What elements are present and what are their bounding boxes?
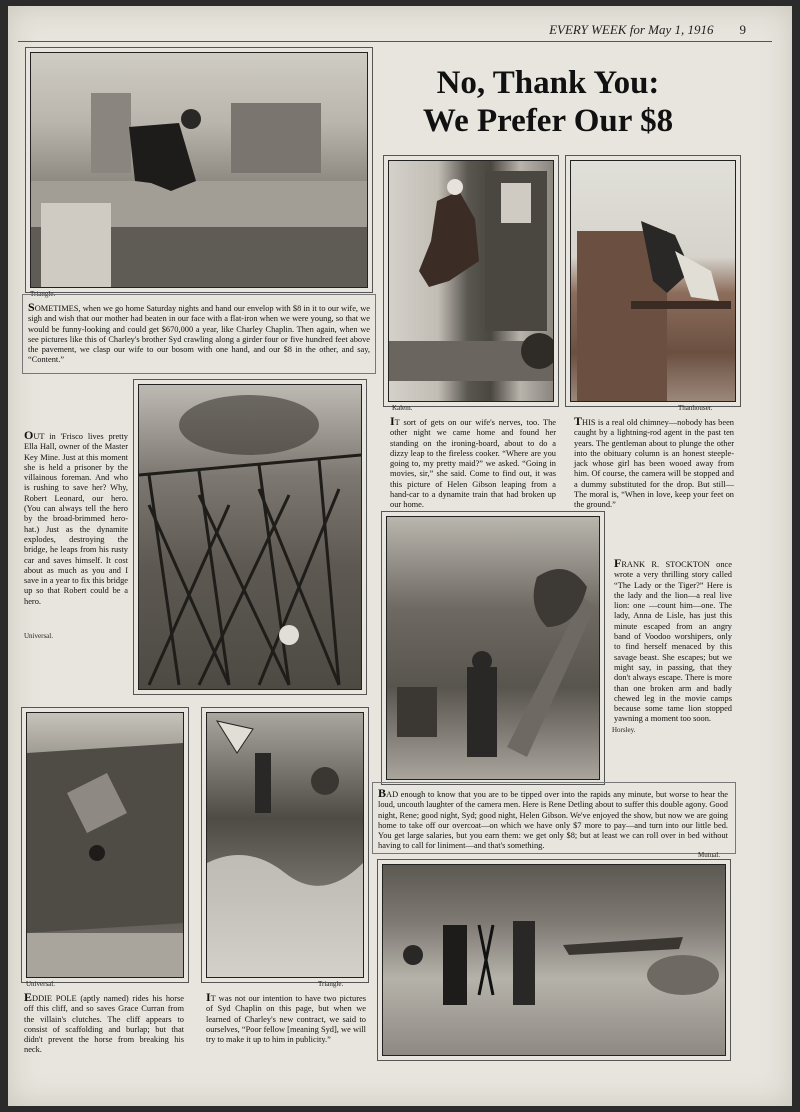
chimney-scene-illustration (571, 161, 735, 401)
caption-rapids (378, 788, 728, 852)
photo-girder (30, 52, 368, 288)
title-line-2: We Prefer Our $8 (422, 103, 674, 139)
caption-body: DDIE POLE (aptly named) rides his horse off this cliff, and so saves Grace Curran from the villain's clutches. The cliff appears to consist of scaffolding and burlap; but that didn't prevent the horse from breaking his neck. (24, 994, 184, 1055)
credit-top-left: Triangle. (30, 290, 56, 298)
magazine-page (8, 6, 792, 1106)
photo-rapids-canoe (382, 864, 726, 1056)
credit-universal-mid: Universal. (24, 632, 53, 640)
caption-intention (206, 992, 366, 1045)
title-line-1: No, Thank You: (436, 65, 660, 101)
caption-body: T was not our intention to have two pictures of Syd Chaplin on this page, but when we learned of Charley's new contract, we said to ourselves, “Poor fellow [meaning Syd], we will try to make it up to him in publicity.” (206, 994, 366, 1045)
dropcap: F (614, 556, 622, 570)
cliff-scene-illustration (27, 713, 183, 977)
photo-bridge-explosion (138, 384, 362, 690)
dropcap: T (574, 414, 583, 428)
train-scene-illustration (389, 161, 553, 401)
dropcap: I (206, 990, 211, 1004)
credit-triangle-bottom: Triangle. (318, 980, 344, 988)
caption-eddie (24, 992, 184, 1056)
dropcap: S (28, 300, 35, 314)
caption-body: UT in 'Frisco lives pretty Ella Hall, owner of the Master Key Mine. Just at this moment she is held a prisoner by the villainous foreman. And who is rushing to save her? Why, Robert Leonard, our hero. (You can always tell the hero by the broad-brimmed hero-hat.) Just as the dynamite explodes, destroying the bridge, he leaps from his rusty car and saves himself. It cost about as much as you and I save in a year to fix this bridge up so that Robert could be a hero. (24, 432, 128, 606)
girder-scene-illustration (31, 53, 367, 287)
credit-universal-bottom: Universal. (26, 980, 55, 988)
dropcap: B (378, 786, 387, 800)
rapids-scene-illustration (383, 865, 725, 1055)
photo-lion (386, 516, 600, 780)
dropcap: O (24, 428, 34, 442)
photo-horse-cliff (26, 712, 184, 978)
credit-horsley: Horsley. (612, 726, 636, 734)
photo-syd-water (206, 712, 364, 978)
credit-thanhouser: Thanhouser. (678, 404, 713, 412)
photo-train-leap (388, 160, 554, 402)
photo-chimney (570, 160, 736, 402)
caption-body: T sort of gets on our wife's nerves, too. The other night we came home and found her standing on the ironing-board, about to do a dizzy leap to the fireless cooker. “Where are you going to, my pretty maid?” we asked. “Going in movies, sir,” she said. Come to find out, it was this picture of Helen Gibson leaping from a hand-car to a dynamite train that had broken up our home. (390, 418, 556, 510)
header-rule (18, 41, 772, 42)
lion-scene-illustration (387, 517, 599, 779)
caption-nerves (390, 416, 556, 511)
page-number: 9 (739, 22, 746, 37)
caption-sometimes (28, 302, 370, 366)
running-head-text: EVERY WEEK for May 1, 1916 (549, 22, 714, 37)
caption-frisco (24, 430, 128, 607)
dropcap: E (24, 990, 33, 1004)
credit-mutual: Mutual. (698, 851, 720, 859)
caption-body: RANK R. STOCKTON once wrote a very thrilling story called “The Lady or the Tiger?” Here is the lady and the lion—a real live lion: one —count him—one. The lady, Anna de Lisle, has just this minute escaped from an angry band of Voodoo worshipers, only to find herself menaced by this savage beast. She escapes; but we might say, in passing, that they don't always escape. There is more than one broken arm and badly chewed leg in the movie camps because some tame lion stopped yawning a moment too soon. (614, 560, 732, 724)
running-head (549, 22, 746, 38)
page-title (388, 64, 708, 140)
bridge-scene-illustration (139, 385, 361, 689)
caption-body: HIS is a real old chimney—nobody has been caught by a lightning-rod agent in the past ten years. The gentleman about to plunge the other into the obituary column is an honest steeple-jack whose girl has been wooed away from him. Of course, the camera will be stopped and a dummy substituted for the drop. But still— The moral is, “When in love, keep your feet on the ground.” (574, 418, 734, 510)
water-scene-illustration (207, 713, 363, 977)
caption-stockton (614, 558, 732, 725)
credit-kalem: Kalem. (392, 404, 413, 412)
dropcap: I (390, 414, 395, 428)
caption-chimney (574, 416, 734, 511)
caption-body: AD enough to know that you are to be tipped over into the rapids any minute, but worse to hear the loud, uncouth laughter of the camera men. Here is Rene Detling about to suffer this double agony. Good night, Rene; good night, Syd; good night, Helen Gibson. We've enjoyed the show, but now we are going home to take off our overcoat—on which we have only $7 more to pay—and turn into our little bed. You get large salaries, but you earn them: we get only $8; but at least we can roll over in bed without having to call for liniment—and that's something. (378, 790, 728, 851)
caption-body: OMETIMES, when we go home Saturday nights and hand our envelop with $8 in it to our wife, we sigh and wish that our mother had beaten in our face with a flat-iron when we were young, so that we would be funny-looking and could get $670,000 a year, like Charley Chaplin. Then again, when we see pictures like this of Charley's brother Syd crawling along a girder four or five hundred feet above the pavement, we clasp our wife to our bosom with one hand, and our $8 in the other, and say, “Content.” (28, 304, 370, 365)
